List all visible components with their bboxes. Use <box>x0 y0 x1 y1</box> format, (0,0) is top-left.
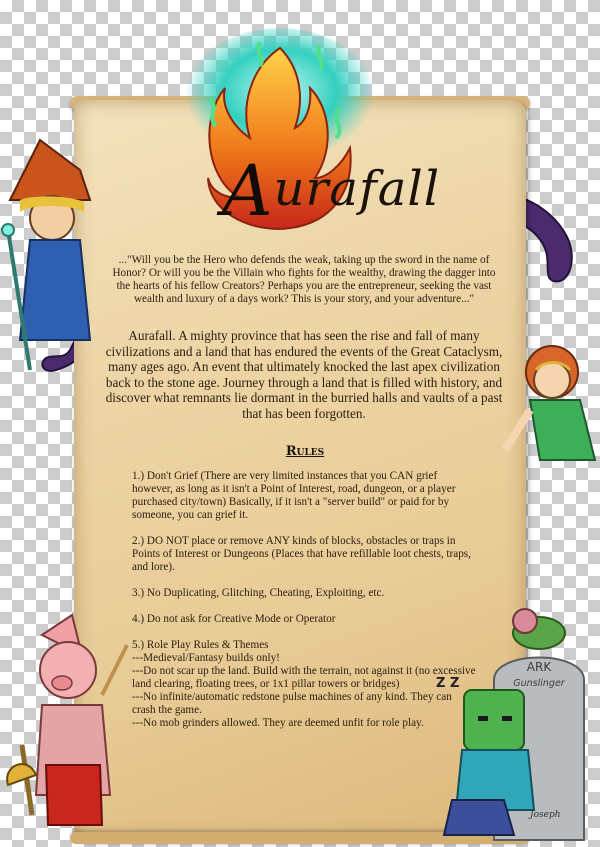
wizard-character-icon <box>0 140 100 380</box>
rule-3: 3.) No Duplicating, Glitching, Cheating, Exploiting, etc. <box>132 587 385 599</box>
pig-warrior-character-icon <box>2 615 132 840</box>
rule-5-sub-2: ---Do not scar up the land. Build with the terrain, not against it (no excessive land clearing, floating trees, or 1x1 pillar towers or bridges) <box>132 665 476 690</box>
tombstone-line2: Gunslinger <box>513 678 565 689</box>
title-first-letter: A <box>222 150 274 232</box>
sleep-text: Z Z <box>436 676 460 691</box>
elf-girl-character-icon <box>500 340 600 480</box>
tombstone-text <box>494 660 584 689</box>
rules-heading: Rules <box>285 444 325 459</box>
rule-1: 1.) Don't Grief (There are very limited instances that you CAN grief however, as long as it isn't a Point of Interest, road, dungeon, or a player purchased city/town) Basically, if it isn't a "server build" or paid for by someone, you can grief it. <box>132 470 456 521</box>
rules-list <box>132 470 478 730</box>
rule-2: 2.) DO NOT place or remove ANY kinds of blocks, obstacles or traps in Points of Interest or Dungeons (Places that have refillable loot chests, traps, and lore). <box>132 535 471 573</box>
tombstone-line1: ARK <box>526 660 552 674</box>
rule-5-sub-1: ---Medieval/Fantasy builds only! <box>132 652 280 664</box>
intro-quote: ..."Will you be the Hero who defends the weak, taking up the sword in the name of Honor? Or will you be the Villain who fights for the wealthy, drawing the dagger into the hearts of his fellow Creators? Perhaps you are the entrepreneur, seeking the vast wealth and luxury of a days work? This is your story, and your adventure..." <box>112 254 496 305</box>
turtle-icon <box>505 605 575 650</box>
rule-5-sub-3: ---No infinite/automatic redstone pulse machines of any kind. They can crash the game. <box>132 691 452 716</box>
lore-paragraph: Aurafall. A mighty province that has seen the rise and fall of many civilizations and a land that has endured the events of the Great Cataclysm, many ages ago. An event that ultimately knocked the last apex civilization back to the stone age. Journey through a land that is filled with history, and discover what remnants lie dormant in the burried halls and vaults of a past that has been forgotten. <box>105 328 503 421</box>
rule-5-sub-4: ---No mob grinders allowed. They are deemed unfit for role play. <box>132 717 424 729</box>
game-title <box>222 150 441 232</box>
rule-5: 5.) Role Play Rules & Themes <box>132 639 269 651</box>
rule-4: 4.) Do not ask for Creative Mode or Operator <box>132 613 336 625</box>
title-rest: urafall <box>273 161 441 217</box>
signature: Joseph <box>530 810 561 820</box>
